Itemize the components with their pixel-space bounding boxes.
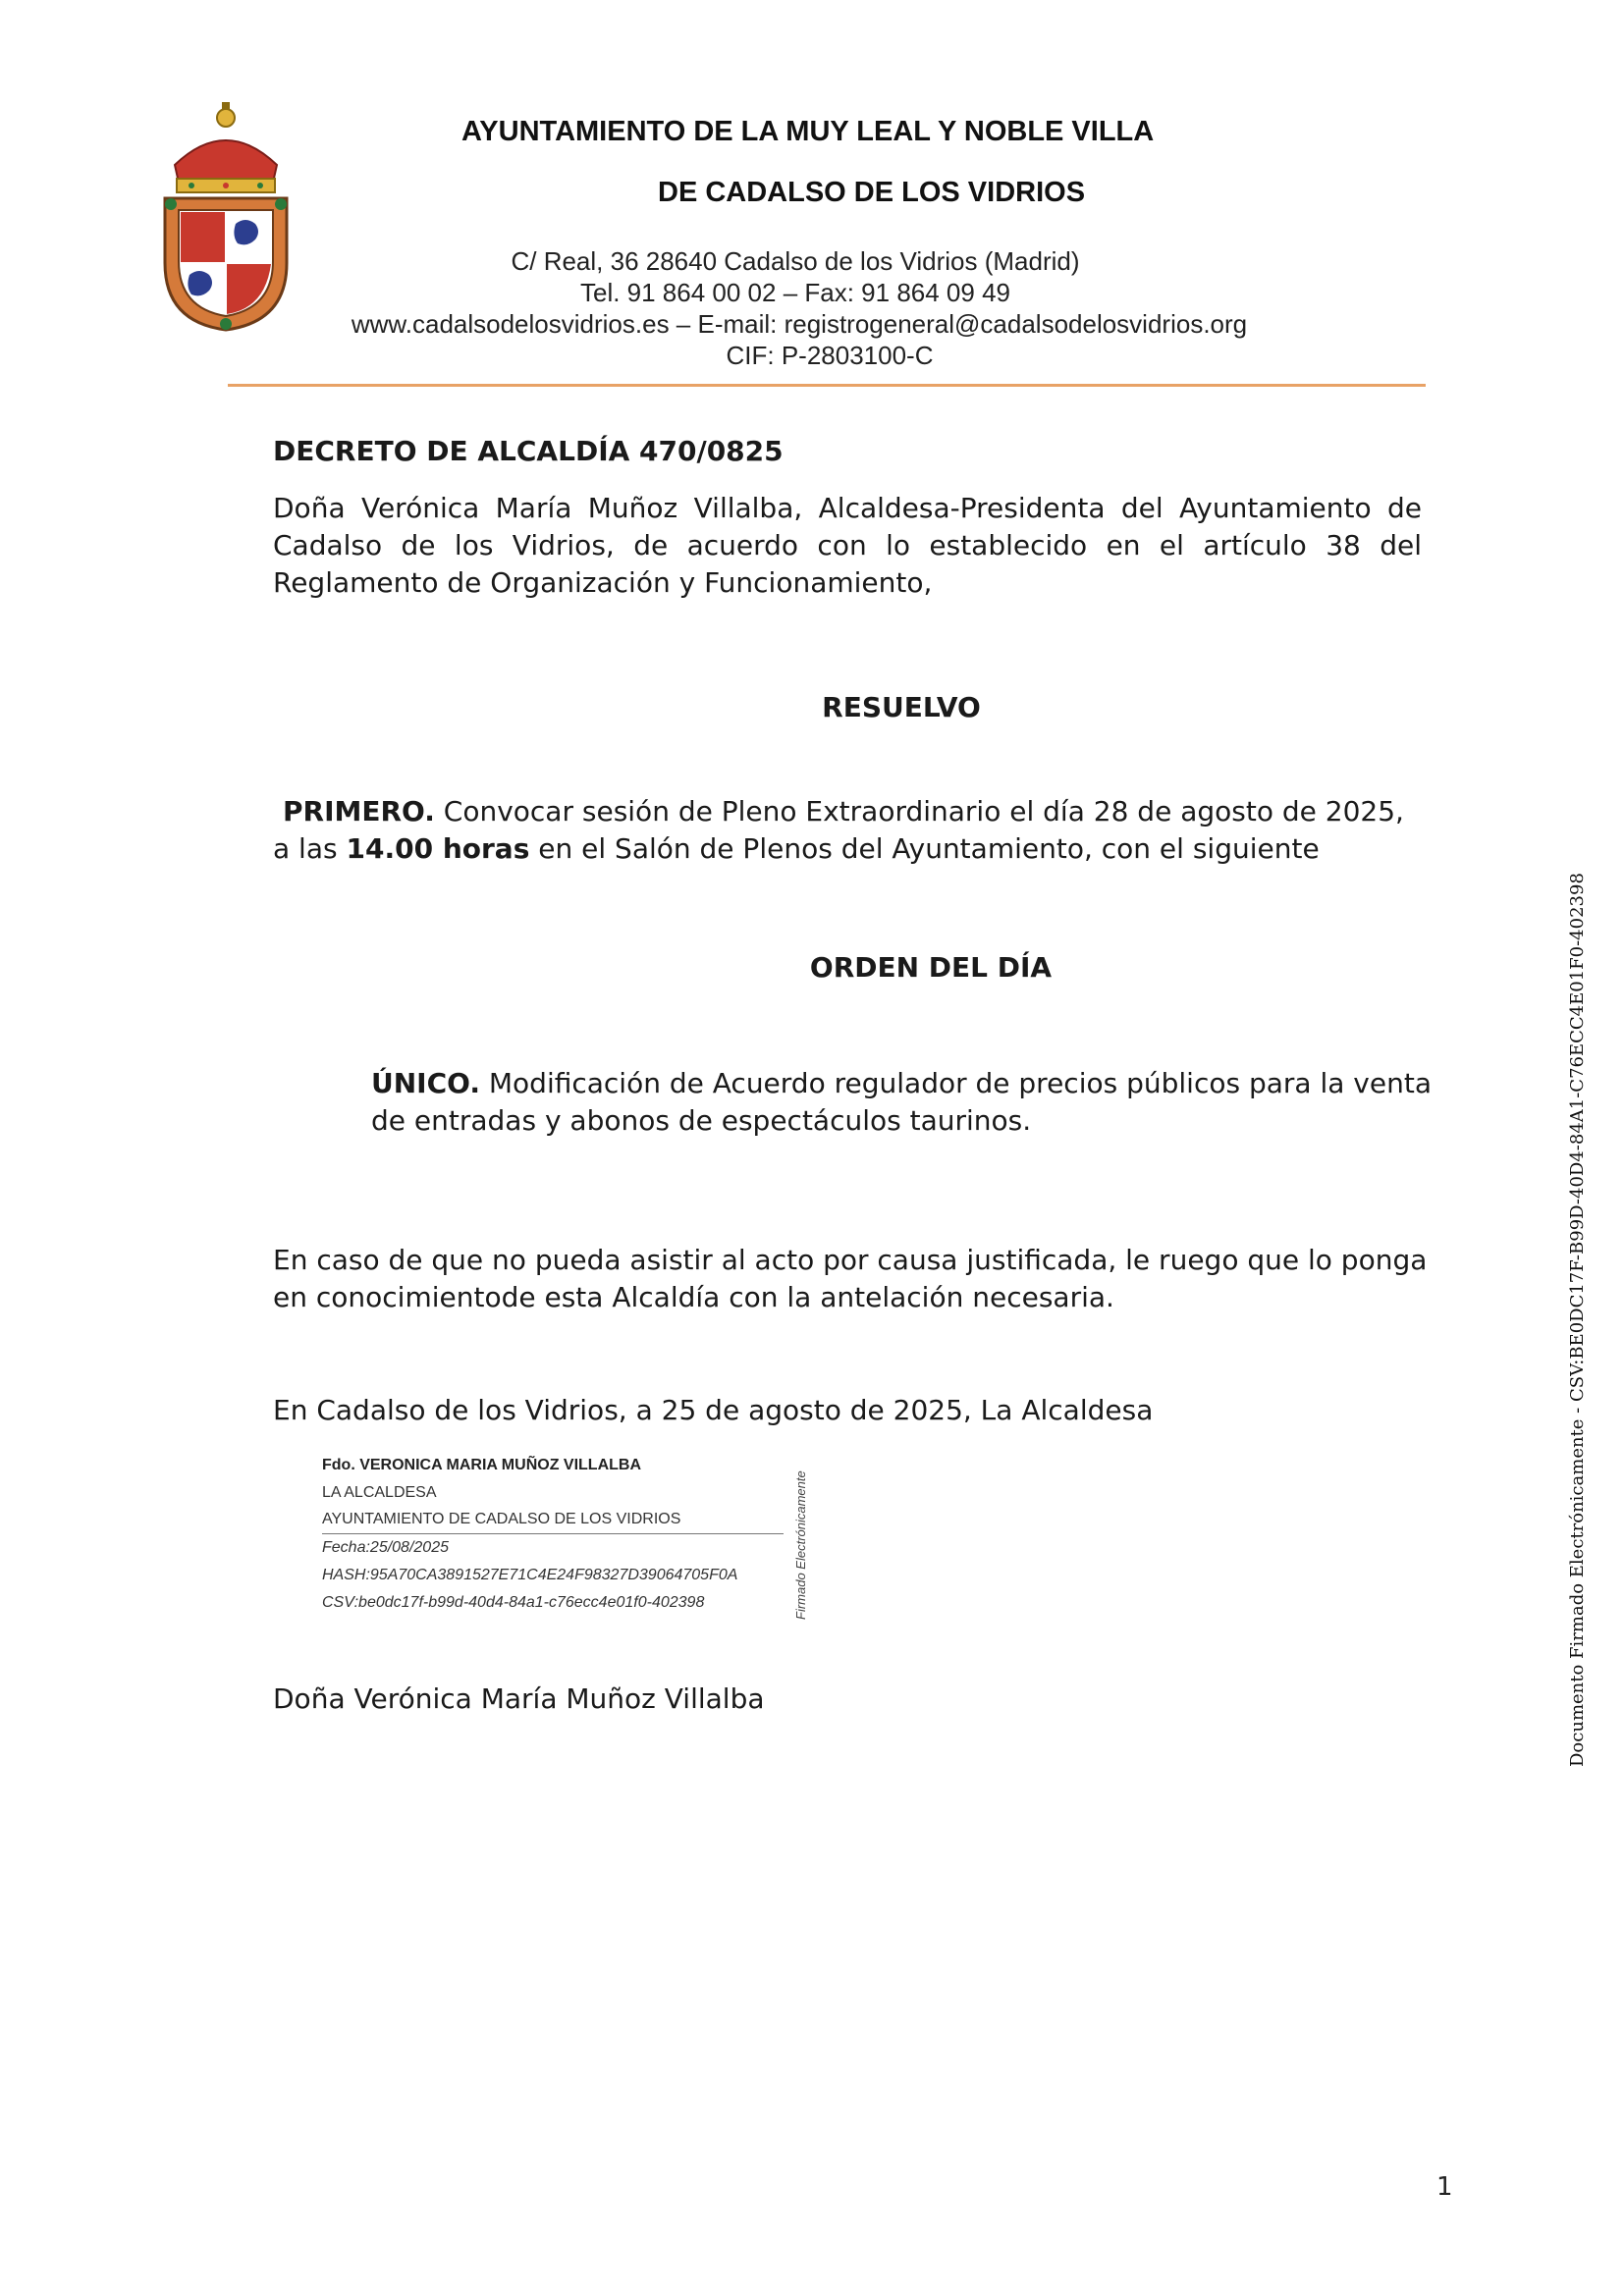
signature-role: LA ALCALDESA — [322, 1484, 437, 1501]
signature-vertical-label: Firmado Electrónicamente — [793, 1470, 808, 1620]
orden-del-dia-heading: ORDEN DEL DÍA — [809, 951, 1053, 984]
header-divider — [228, 384, 1426, 387]
electronic-signature-block — [316, 1453, 827, 1620]
intro-line-3: Reglamento de Organización y Funcionamiento, — [273, 566, 933, 599]
unico-label: ÚNICO. — [371, 1067, 480, 1099]
primero-pre: a las — [273, 832, 338, 865]
primero-time: 14.00 horas — [346, 832, 530, 865]
signature-signer: Fdo. VERONICA MARIA MUÑOZ VILLALBA — [322, 1457, 642, 1473]
signature-date: Fecha:25/08/2025 — [322, 1539, 449, 1556]
header-cif: CIF: P-2803100-C — [726, 341, 934, 370]
header-phone: Tel. 91 864 00 02 – Fax: 91 864 09 49 — [579, 278, 1010, 307]
unico-text: Modificación de Acuerdo regulador de precios públicos para la venta — [488, 1067, 1432, 1099]
notice-line-1: En caso de que no pueda asistir al acto por causa justificada, le ruego que lo ponga — [273, 1244, 1428, 1276]
primero-post: en el Salón de Plenos del Ayuntamiento, con el siguiente — [538, 832, 1320, 865]
primero-line-2 — [273, 830, 1320, 868]
decree-title: DECRETO DE ALCALDÍA 470/0825 — [273, 435, 784, 467]
primero-label: PRIMERO. — [283, 795, 435, 828]
header-address: C/ Real, 36 28640 Cadalso de los Vidrios (Madrid) — [511, 246, 1080, 276]
intro-line-1: Doña Verónica María Muñoz Villalba, Alcaldesa-Presidenta del Ayuntamiento de — [273, 492, 1422, 524]
resuelvo-heading: RESUELVO — [822, 691, 981, 723]
header-title-line2: DE CADALSO DE LOS VIDRIOS — [658, 177, 1086, 208]
primero-line-1 — [283, 793, 1404, 830]
signature-divider — [322, 1533, 784, 1534]
margin-csv-stamp: Documento Firmado Electrónicamente - CSV:BE0DC17F-B99D-40D4-84A1-C76ECC4E01F0-402398 — [1567, 873, 1588, 1767]
intro-line-2: Cadalso de los Vidrios, de acuerdo con lo establecido en el artículo 38 del — [273, 529, 1422, 561]
unico-line-2: de entradas y abonos de espectáculos taurinos. — [371, 1104, 1032, 1137]
signature-entity: AYUNTAMIENTO DE CADALSO DE LOS VIDRIOS — [322, 1511, 681, 1527]
signature-csv: CSV:be0dc17f-b99d-40d4-84a1-c76ecc4e01f0-402398 — [322, 1594, 705, 1611]
place-date: En Cadalso de los Vidrios, a 25 de agosto de 2025, La Alcaldesa — [273, 1394, 1154, 1426]
unico-line-1 — [371, 1065, 1432, 1102]
primero-text: Convocar sesión de Pleno Extraordinario el día 28 de agosto de 2025, — [443, 795, 1404, 828]
header-web-email: www.cadalsodelosvidrios.es – E-mail: registrogeneral@cadalsodelosvidrios.org — [351, 309, 1248, 339]
header-title-line1: AYUNTAMIENTO DE LA MUY LEAL Y NOBLE VILLA — [461, 116, 1155, 147]
notice-line-2: en conocimientode esta Alcaldía con la antelación necesaria. — [273, 1281, 1114, 1313]
signature-hash: HASH:95A70CA3891527E71C4E24F98327D39064705F0A — [322, 1567, 738, 1583]
page-number: 1 — [1436, 2172, 1453, 2202]
closing-name: Doña Verónica María Muñoz Villalba — [273, 1682, 765, 1715]
